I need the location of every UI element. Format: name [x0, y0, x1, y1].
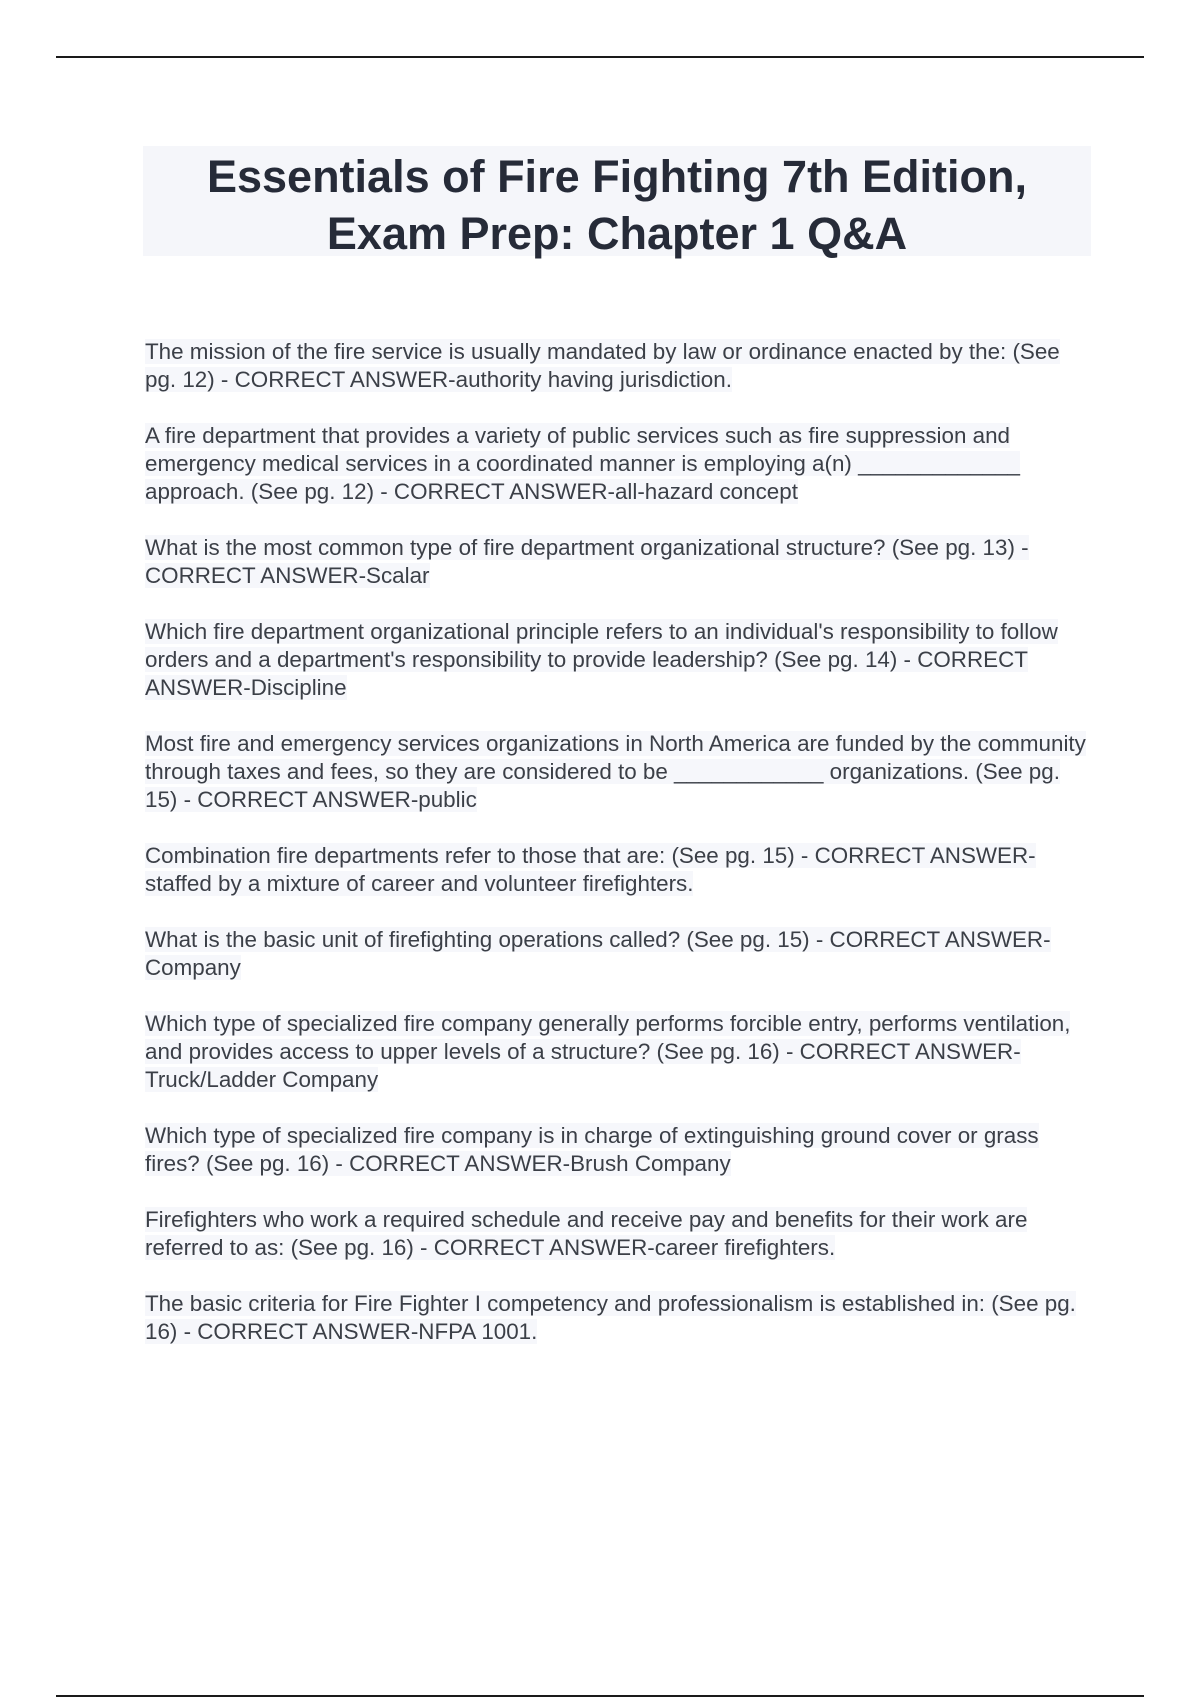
title-block [143, 146, 1091, 259]
qa-text: The basic criteria for Fire Fighter I competency and professionalism is established in: (See pg. 16) - CORRECT ANSWER-NFPA 1001. [145, 1291, 1076, 1344]
qa-text: Firefighters who work a required schedule and receive pay and benefits for their work are referred to as: (See pg. 16) - CORRECT ANSWER-career firefighters. [145, 1207, 1028, 1260]
qa-text: Which fire department organizational principle refers to an individual's responsibility to follow orders and a department's responsibility to provide leadership? (See pg. 14) - CORRECT ANSWER-Discipline [145, 619, 1058, 700]
qa-text: Most fire and emergency services organizations in North America are funded by the community through taxes and fees, so they are considered to be ____________ organizations. (See pg. 15) - CORRECT ANSWER-public [145, 731, 1086, 812]
qa-item [145, 618, 1090, 702]
qa-item [145, 926, 1090, 982]
title-line-1: Essentials of Fire Fighting 7th Edition, [206, 151, 1028, 202]
document-title [143, 146, 1091, 262]
qa-text: Which type of specialized fire company generally performs forcible entry, performs ventilation, and provides access to upper levels of a structure? (See pg. 16) - CORRECT ANSWER-Truck/Ladder Company [145, 1011, 1071, 1092]
qa-item [145, 1122, 1090, 1178]
qa-text: What is the basic unit of firefighting operations called? (See pg. 15) - CORRECT ANSWER-Company [145, 927, 1051, 980]
qa-text: What is the most common type of fire department organizational structure? (See pg. 13) - CORRECT ANSWER-Scalar [145, 535, 1029, 588]
qa-text: The mission of the fire service is usually mandated by law or ordinance enacted by the: (See pg. 12) - CORRECT ANSWER-authority having jurisdiction. [145, 339, 1060, 392]
qa-item [145, 422, 1090, 506]
qa-item [145, 1010, 1090, 1094]
qa-text: Combination fire departments refer to those that are: (See pg. 15) - CORRECT ANSWER-staffed by a mixture of career and volunteer firefighters. [145, 843, 1036, 896]
qa-item [145, 1206, 1090, 1262]
qa-item [145, 842, 1090, 898]
qa-item [145, 338, 1090, 394]
bottom-rule [56, 1695, 1144, 1697]
qa-item [145, 730, 1090, 814]
qa-text: Which type of specialized fire company is in charge of extinguishing ground cover or grass fires? (See pg. 16) - CORRECT ANSWER-Brush Company [145, 1123, 1039, 1176]
qa-text: A fire department that provides a variety of public services such as fire suppression and emergency medical services in a coordinated manner is employing a(n) _____________ approach. (See pg. 12) - CORRECT ANSWER-all-hazard concept [145, 423, 1020, 504]
title-line-2: Exam Prep: Chapter 1 Q&A [326, 208, 908, 259]
top-rule [56, 56, 1144, 58]
qa-item [145, 534, 1090, 590]
qa-list [145, 338, 1090, 1374]
qa-item [145, 1290, 1090, 1346]
